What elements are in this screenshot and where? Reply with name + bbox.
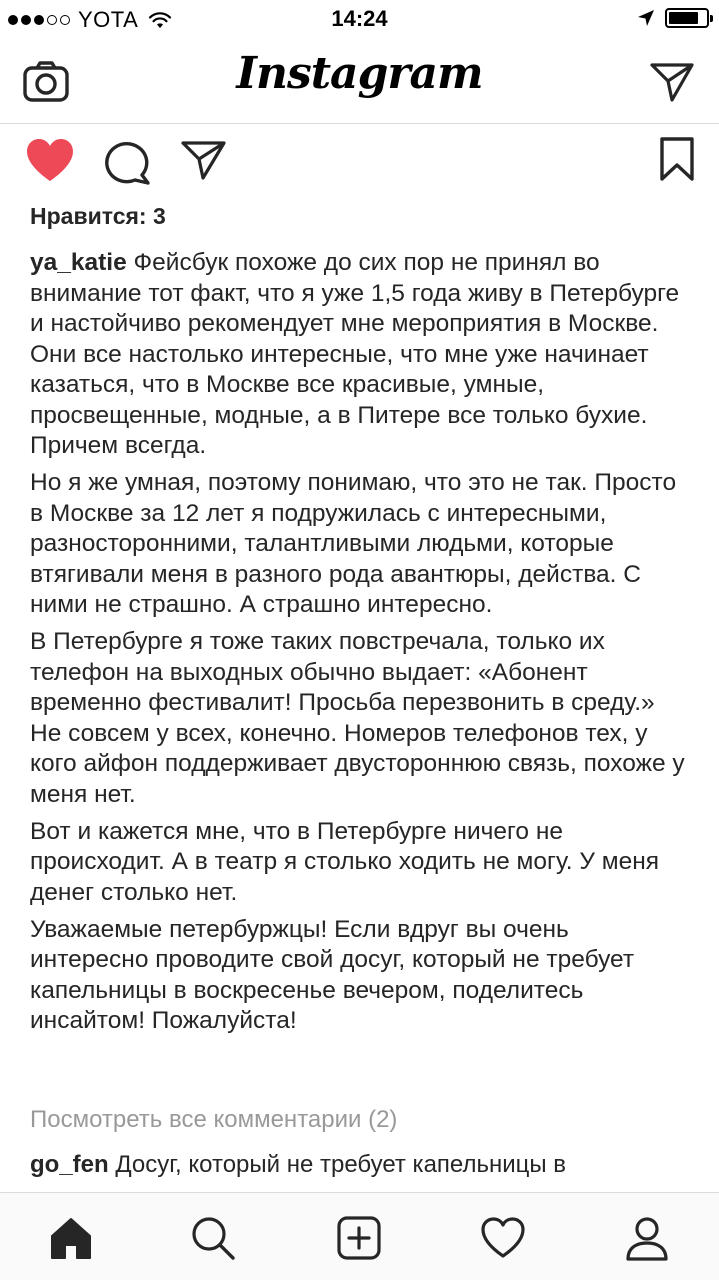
heart-icon[interactable] <box>24 136 76 184</box>
status-right <box>637 8 709 28</box>
likes-count[interactable]: Нравится: 3 <box>30 203 166 229</box>
battery-level <box>669 12 698 24</box>
direct-message-icon[interactable] <box>649 60 695 104</box>
activity-heart-icon[interactable] <box>480 1215 526 1261</box>
share-icon[interactable] <box>180 138 228 182</box>
instagram-logo: Instagram <box>236 48 483 99</box>
post-caption <box>30 248 690 1043</box>
home-icon[interactable] <box>48 1215 94 1261</box>
battery-icon <box>665 8 709 28</box>
caption-paragraph: В Петербурге я тоже таких повстречала, только их телефон на выходных обычно выдает: «Абонент временно фестивалит! Просьба перезвонить в среду.» Не совсем у всех, конечно. Номеров телефонов тех, у кого айфон поддерживает двустороннюю связь, похоже у меня нет. <box>30 628 685 808</box>
caption-paragraph: Но я же умная, поэтому понимаю, что это не так. Просто в Москве за 12 лет я подружилась с интересными, разносторонними, талантливыми людьми, которые втягивали меня в разного рода авантюры, действа. С ними не страшно. А страшно интересно. <box>30 469 677 618</box>
caption-text: Фейсбук похоже до сих пор не принял во внимание тот факт, что я уже 1,5 года живу в Петербурге и настойчиво рекомендует мне мероприятия в Москве. Они все настолько интересные, что мне уже начинает казаться, что в Москве все красивые, умные, просвещенные, модные, а в Питере все только бухие. Причем всегда. <box>30 249 680 459</box>
comment-text: Досуг, который не требует капельницы в <box>115 1151 567 1178</box>
battery-nub <box>710 15 713 22</box>
add-post-icon[interactable] <box>336 1215 382 1261</box>
carrier-name: YOTA <box>78 7 139 32</box>
comment-username[interactable]: go_fen <box>30 1151 109 1178</box>
top-nav-bar <box>0 40 719 124</box>
profile-icon[interactable] <box>624 1215 670 1261</box>
comment-preview <box>30 1150 690 1180</box>
status-bar <box>0 0 719 40</box>
search-icon[interactable] <box>190 1215 236 1261</box>
caption-paragraph: Уважаемые петербуржцы! Если вдруг вы очень интересно проводите свой досуг, который не требует капельницы в воскресенье вечером, поделитесь инсайтом! Пожалуйста! <box>30 915 635 1034</box>
caption-paragraph: Вот и кажется мне, что в Петербурге ничего не происходит. А в театр я столько ходить не могу. У меня денег столько нет. <box>30 817 659 906</box>
comment-icon[interactable] <box>104 138 152 186</box>
caption-username[interactable]: ya_katie <box>30 249 127 276</box>
bottom-tab-bar <box>0 1192 719 1280</box>
post-actions <box>0 124 719 194</box>
location-arrow-icon <box>637 9 655 27</box>
caption-paragraph <box>30 248 690 462</box>
bookmark-icon[interactable] <box>659 136 695 182</box>
status-time: 14:24 <box>331 6 388 31</box>
view-all-comments-link[interactable]: Посмотреть все комментарии (2) <box>30 1106 398 1133</box>
